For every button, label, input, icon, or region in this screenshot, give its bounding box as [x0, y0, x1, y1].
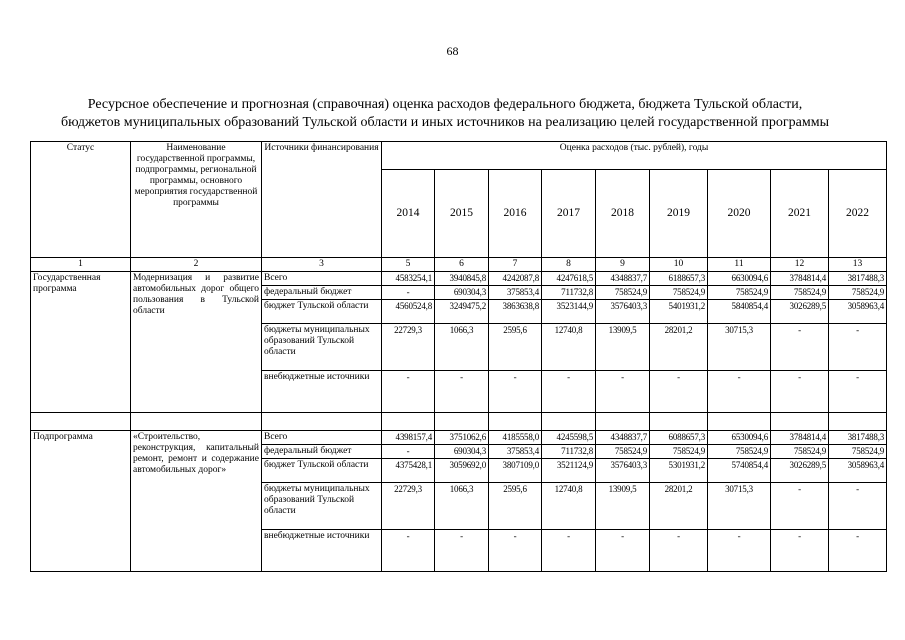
- value-cell: -: [435, 371, 489, 413]
- value-cell: 4245598,5: [542, 431, 596, 445]
- column-number-row: [31, 258, 887, 272]
- block-spacer-row: [31, 413, 887, 431]
- value-cell: -: [829, 371, 887, 413]
- value-cell: 3817488,3: [829, 431, 887, 445]
- value-cell: -: [489, 371, 542, 413]
- value-cell: 3026289,5: [771, 300, 829, 324]
- column-number: 1: [31, 258, 131, 272]
- value-cell: 5401931,2: [650, 300, 708, 324]
- value-cell: 3521124,9: [542, 459, 596, 483]
- row-funding-source: бюджеты муниципальных образований Тульской области: [262, 324, 382, 371]
- value-cell: -: [771, 324, 829, 371]
- spacer-cell: [489, 413, 542, 431]
- value-cell: 758524,9: [596, 445, 650, 459]
- value-cell: 375853,4: [489, 445, 542, 459]
- value-cell: 2595,6: [489, 483, 542, 530]
- value-cell: -: [829, 530, 887, 572]
- spacer-cell: [596, 413, 650, 431]
- value-cell: 4348837,7: [596, 272, 650, 286]
- value-cell: 3940845,8: [435, 272, 489, 286]
- spacer-cell: [131, 413, 262, 431]
- value-cell: -: [596, 530, 650, 572]
- row-funding-source: бюджет Тульской области: [262, 300, 382, 324]
- value-cell: 1066,3: [435, 324, 489, 371]
- table-row: [31, 431, 887, 445]
- value-cell: -: [650, 371, 708, 413]
- row-status: Государственная программа: [31, 272, 131, 413]
- value-cell: 3249475,2: [435, 300, 489, 324]
- column-number: 5: [382, 258, 435, 272]
- column-number: 9: [596, 258, 650, 272]
- header-year: 2019: [650, 170, 708, 258]
- value-cell: 22729,3: [382, 483, 435, 530]
- value-cell: 6530094,6: [708, 431, 771, 445]
- value-cell: 758524,9: [829, 286, 887, 300]
- spacer-cell: [382, 413, 435, 431]
- row-funding-source: федеральный бюджет: [262, 286, 382, 300]
- table-row: [31, 272, 887, 286]
- spacer-cell: [771, 413, 829, 431]
- header-year: 2016: [489, 170, 542, 258]
- value-cell: 758524,9: [650, 445, 708, 459]
- value-cell: 711732,8: [542, 286, 596, 300]
- value-cell: 758524,9: [650, 286, 708, 300]
- value-cell: -: [382, 371, 435, 413]
- value-cell: 5840854,4: [708, 300, 771, 324]
- value-cell: 3817488,3: [829, 272, 887, 286]
- value-cell: 1066,3: [435, 483, 489, 530]
- value-cell: -: [771, 483, 829, 530]
- value-cell: -: [382, 530, 435, 572]
- value-cell: -: [382, 286, 435, 300]
- value-cell: 3576403,3: [596, 300, 650, 324]
- header-year: 2021: [771, 170, 829, 258]
- header-estimate: Оценка расходов (тыс. рублей), годы: [382, 142, 887, 170]
- value-cell: 6088657,3: [650, 431, 708, 445]
- row-funding-source: внебюджетные источники: [262, 371, 382, 413]
- document-title: [12, 96, 878, 132]
- value-cell: 12740,8: [542, 483, 596, 530]
- spacer-cell: [262, 413, 382, 431]
- value-cell: 4398157,4: [382, 431, 435, 445]
- value-cell: -: [489, 530, 542, 572]
- value-cell: 758524,9: [708, 286, 771, 300]
- value-cell: -: [542, 371, 596, 413]
- value-cell: 22729,3: [382, 324, 435, 371]
- row-funding-source: бюджет Тульской области: [262, 459, 382, 483]
- value-cell: -: [829, 324, 887, 371]
- value-cell: 4348837,7: [596, 431, 650, 445]
- column-number: 11: [708, 258, 771, 272]
- value-cell: 690304,3: [435, 286, 489, 300]
- value-cell: 2595,6: [489, 324, 542, 371]
- value-cell: -: [708, 530, 771, 572]
- value-cell: 3784814,4: [771, 272, 829, 286]
- value-cell: 711732,8: [542, 445, 596, 459]
- column-number: 13: [829, 258, 887, 272]
- value-cell: -: [829, 483, 887, 530]
- value-cell: 30715,3: [708, 324, 771, 371]
- spacer-cell: [829, 413, 887, 431]
- spacer-cell: [435, 413, 489, 431]
- value-cell: 28201,2: [650, 483, 708, 530]
- row-program-name: Модернизация и развитие автомобильных дорог общего пользования в Тульской области: [131, 272, 262, 413]
- value-cell: 3576403,3: [596, 459, 650, 483]
- value-cell: 5301931,2: [650, 459, 708, 483]
- budget-table: [30, 141, 887, 572]
- value-cell: 758524,9: [596, 286, 650, 300]
- value-cell: 4247618,5: [542, 272, 596, 286]
- value-cell: 3058963,4: [829, 300, 887, 324]
- row-funding-source: федеральный бюджет: [262, 445, 382, 459]
- value-cell: 3807109,0: [489, 459, 542, 483]
- value-cell: -: [435, 530, 489, 572]
- value-cell: 690304,3: [435, 445, 489, 459]
- value-cell: 375853,4: [489, 286, 542, 300]
- value-cell: 3751062,6: [435, 431, 489, 445]
- value-cell: 6630094,6: [708, 272, 771, 286]
- value-cell: 3026289,5: [771, 459, 829, 483]
- value-cell: 6188657,3: [650, 272, 708, 286]
- column-number: 6: [435, 258, 489, 272]
- value-cell: 758524,9: [771, 286, 829, 300]
- spacer-cell: [542, 413, 596, 431]
- row-funding-source: бюджеты муниципальных образований Тульской области: [262, 483, 382, 530]
- row-status: Подпрограмма: [31, 431, 131, 572]
- column-number: 3: [262, 258, 382, 272]
- row-funding-source: внебюджетные источники: [262, 530, 382, 572]
- spacer-cell: [708, 413, 771, 431]
- value-cell: 3058963,4: [829, 459, 887, 483]
- value-cell: 13909,5: [596, 324, 650, 371]
- value-cell: 4583254,1: [382, 272, 435, 286]
- value-cell: 4375428,1: [382, 459, 435, 483]
- title-line-1: Ресурсное обеспечение и прогнозная (справочная) оценка расходов федерального бюджета, бюджета Тульской области,: [87, 97, 803, 112]
- title-line-2: бюджетов муниципальных образований Тульской области и иных источников на реализацию целей государственной программы: [60, 115, 829, 130]
- header-year: 2022: [829, 170, 887, 258]
- value-cell: -: [650, 530, 708, 572]
- value-cell: -: [771, 530, 829, 572]
- spacer-cell: [31, 413, 131, 431]
- spacer-cell: [650, 413, 708, 431]
- column-number: 12: [771, 258, 829, 272]
- value-cell: 3059692,0: [435, 459, 489, 483]
- value-cell: 758524,9: [708, 445, 771, 459]
- value-cell: -: [771, 371, 829, 413]
- row-funding-source: Всего: [262, 272, 382, 286]
- header-year: 2018: [596, 170, 650, 258]
- value-cell: 3863638,8: [489, 300, 542, 324]
- value-cell: 4185558,0: [489, 431, 542, 445]
- row-program-name: «Строительство, реконструкция, капитальный ремонт, ремонт и содержание автомобильных дорог»: [131, 431, 262, 572]
- header-status: Статус: [31, 142, 131, 258]
- value-cell: 5740854,4: [708, 459, 771, 483]
- value-cell: -: [542, 530, 596, 572]
- row-funding-source: Всего: [262, 431, 382, 445]
- value-cell: 28201,2: [650, 324, 708, 371]
- header-program-name: Наименование государственной программы, подпрограммы, региональной программы, основного мероприятия государственной программы: [131, 142, 262, 258]
- value-cell: -: [708, 371, 771, 413]
- value-cell: 758524,9: [771, 445, 829, 459]
- column-number: 8: [542, 258, 596, 272]
- column-number: 7: [489, 258, 542, 272]
- page-number: 68: [446, 44, 459, 58]
- value-cell: 4560524,8: [382, 300, 435, 324]
- value-cell: 3784814,4: [771, 431, 829, 445]
- value-cell: 4242087,8: [489, 272, 542, 286]
- value-cell: 30715,3: [708, 483, 771, 530]
- value-cell: -: [382, 445, 435, 459]
- header-year: 2017: [542, 170, 596, 258]
- header-year: 2020: [708, 170, 771, 258]
- header-sources: Источники финансирования: [262, 142, 382, 258]
- header-year: 2014: [382, 170, 435, 258]
- value-cell: 758524,9: [829, 445, 887, 459]
- column-number: 10: [650, 258, 708, 272]
- value-cell: -: [596, 371, 650, 413]
- value-cell: 3523144,9: [542, 300, 596, 324]
- value-cell: 12740,8: [542, 324, 596, 371]
- header-year: 2015: [435, 170, 489, 258]
- value-cell: 13909,5: [596, 483, 650, 530]
- column-number: 2: [131, 258, 262, 272]
